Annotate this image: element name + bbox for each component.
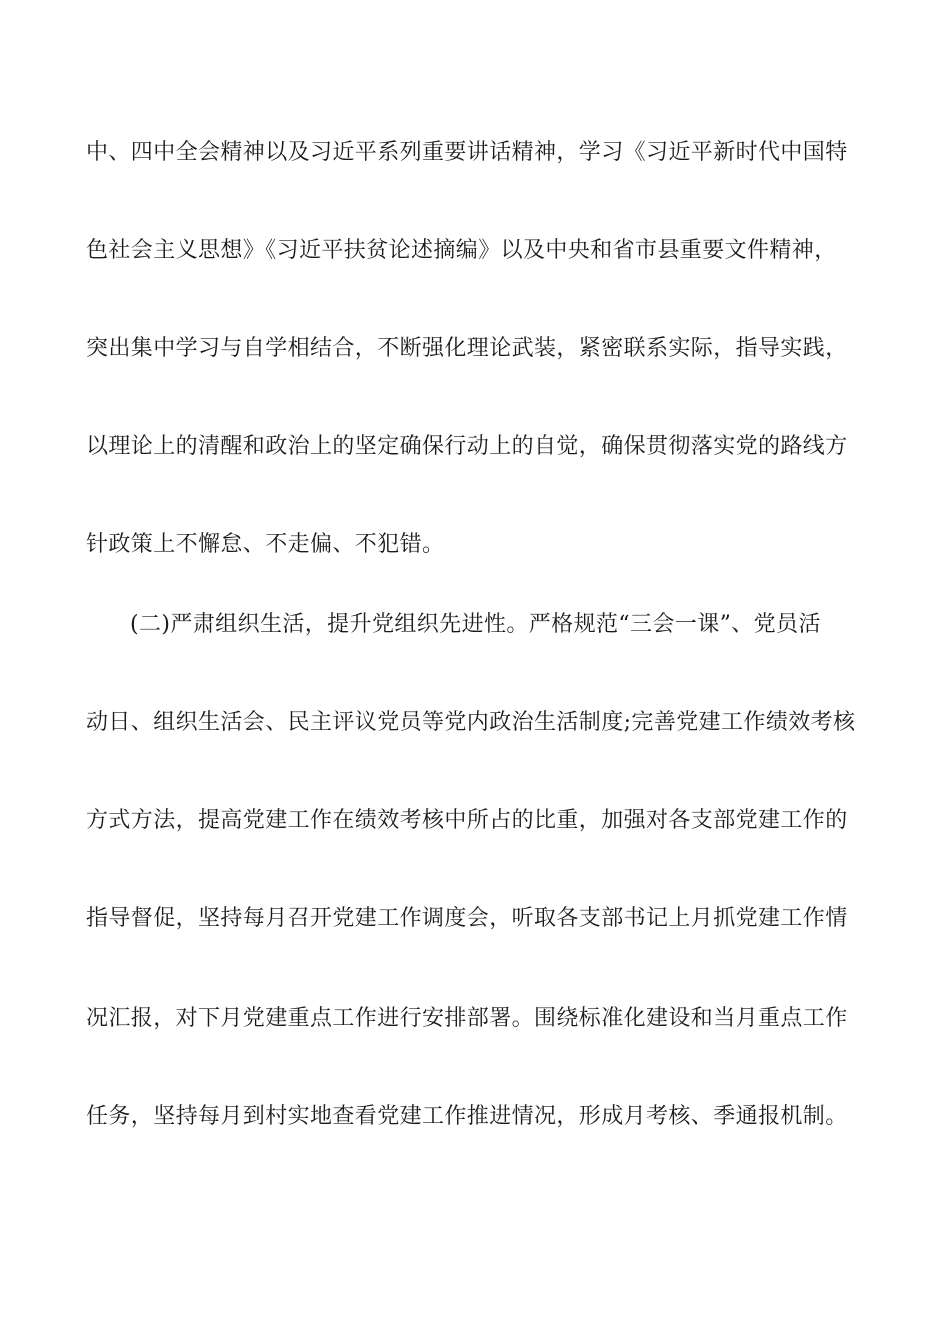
paragraph-1-line-4: 以理论上的清醒和政治上的坚定确保行动上的自觉，确保贯彻落实党的路线方	[86, 434, 848, 459]
paragraph-1-line-3: 突出集中学习与自学相结合，不断强化理论武装，紧密联系实际，指导实践，	[86, 336, 848, 361]
paragraph-2-line-5: 况汇报，对下月党建重点工作进行安排部署。围绕标准化建设和当月重点工作	[86, 1006, 848, 1031]
paragraph-2-line-4: 指导督促，坚持每月召开党建工作调度会，听取各支部书记上月抓党建工作情	[86, 906, 848, 931]
paragraph-2-line-1: (二)严肃组织生活，提升党组织先进性。严格规范“三会一课”、党员活	[130, 612, 821, 637]
paragraph-1-line-5: 针政策上不懈怠、不走偏、不犯错。	[86, 532, 445, 557]
paragraph-2-line-3: 方式方法，提高党建工作在绩效考核中所占的比重，加强对各支部党建工作的	[86, 808, 848, 833]
paragraph-2-line-6: 任务，坚持每月到村实地查看党建工作推进情况，形成月考核、季通报机制。	[86, 1104, 848, 1129]
paragraph-1-line-2: 色社会主义思想》《习近平扶贫论述摘编》以及中央和省市县重要文件精神，	[86, 238, 837, 263]
paragraph-2-line-2: 动日、组织生活会、民主评议党员等党内政治生活制度;完善党建工作绩效考核	[86, 710, 856, 735]
paragraph-1-line-1: 中、四中全会精神以及习近平系列重要讲话精神，学习《习近平新时代中国特	[86, 140, 848, 165]
